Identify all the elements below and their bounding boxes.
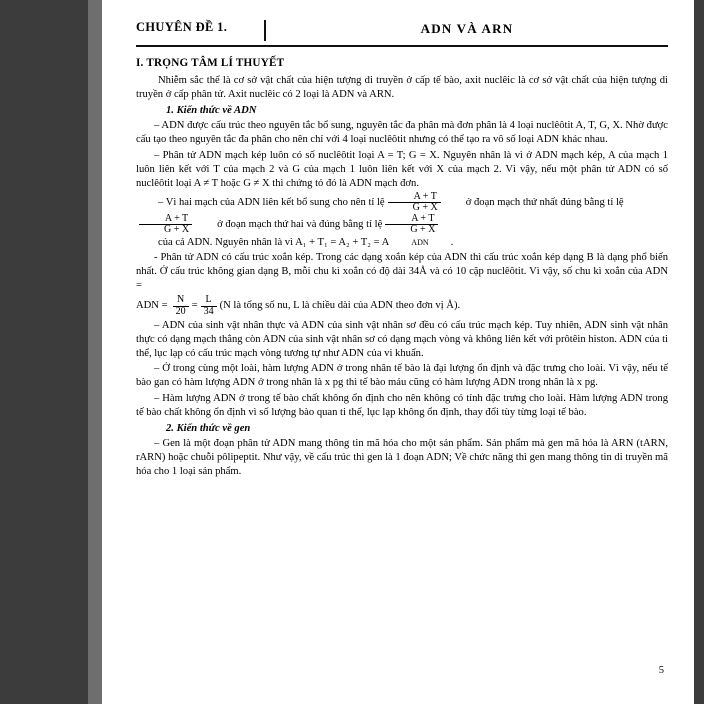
left-background bbox=[0, 0, 88, 704]
paragraph-3-part-a bbox=[136, 192, 668, 250]
ratio-fraction-3 bbox=[385, 214, 438, 236]
right-background bbox=[694, 0, 704, 704]
fraction-numerator: A + T bbox=[164, 212, 189, 224]
ratio-fraction-1 bbox=[388, 192, 441, 214]
subsection-2-heading: 2. Kiến thức về gen bbox=[166, 422, 251, 434]
formula-fraction-l-34 bbox=[201, 295, 217, 317]
formula-lead: ADN = bbox=[136, 300, 168, 312]
page-header bbox=[136, 20, 668, 41]
equals-sign: = bbox=[191, 300, 198, 312]
section-heading: I. TRỌNG TÂM LÍ THUYẾT bbox=[136, 57, 285, 70]
p3-subscript: ADN bbox=[411, 237, 429, 247]
header-left bbox=[136, 20, 266, 41]
header-divider bbox=[136, 45, 668, 47]
header-right bbox=[266, 20, 668, 41]
p3-text-d: của cả ADN. Nguyên nhân là vì A₁ + T₁ = A₂ + T₂ = A bbox=[158, 236, 390, 248]
paragraph-1: – ADN được cấu trúc theo nguyên tắc bổ sung, nguyên tắc đa phân mà đơn phân là 4 loại nuclêôtit A, T, G, X. Nhờ được cấu tạo theo nguyên tắc đa phân cho nên chỉ với 4 loại nuclêôtit nhưng có thể tạo ra vô số loại ADN khác nhau. bbox=[136, 120, 668, 146]
subsection-1-heading: 1. Kiến thức về ADN bbox=[166, 105, 257, 117]
fraction-numerator: N bbox=[176, 294, 185, 306]
p3-text-c: ở đoạn mạch thứ hai và đúng bằng tỉ lệ bbox=[217, 218, 383, 230]
paragraph-4: - Phân tử ADN có cấu trúc xoắn kép. Trong các dạng xoắn kép của ADN thì cấu trúc xoắn kép dạng B là dạng phổ biến nhất. Ở cấu trúc không gian dạng B, mỗi chu kì xoắn có độ dài 34Å và có 10 cặp nuclêôtit. Vì vậy, số chu kì xoắn của ADN = bbox=[136, 251, 668, 292]
fraction-numerator: L bbox=[205, 294, 212, 306]
formula-line bbox=[136, 295, 668, 317]
fraction-denominator: G + X bbox=[385, 224, 438, 236]
fraction-numerator: A + T bbox=[411, 212, 435, 224]
fraction-denominator: 20 bbox=[173, 306, 189, 318]
paragraph-5: – ADN của sinh vật nhân thực và ADN của sinh vật nhân sơ đều có cấu trúc mạch kép. Tuy nhiên, ADN sinh vật nhân thực có dạng mạch thẳng còn ADN của sinh vật nhân sơ có dạng mạch vòng và không liên kết với prôtêin histon. ADN của ti thể, lục lạp có cấu trúc mạch vòng tương tự như ADN của vi khuẩn. bbox=[136, 320, 668, 360]
page-content bbox=[102, 0, 694, 704]
paragraph-2: – Phân tử ADN mạch kép luôn có số nuclêôtit loại A = T; G = X. Nguyên nhân là vì ở ADN mạch kép, A của mạch 1 luôn liên kết với T của mạch 2 và G của mạch 1 luôn liên kết với X của mạch 2. Vì vậy, nếu một phân tử ADN có số nuclêôtit loại A ≠ T hoặc G ≠ X thì chứng tỏ đó là ADN mạch đơn. bbox=[136, 149, 668, 189]
p3-text-f: . bbox=[450, 236, 454, 248]
paragraph-intro: Nhiễm sắc thể là cơ sở vật chất của hiện tượng di truyền ở cấp tế bào, axit nuclêic là cơ sở vật chất của hiện tượng di truyền ở cấp phân tử. Axit nuclêic có 2 loại là ADN và ARN. bbox=[136, 75, 668, 101]
left-spine bbox=[88, 0, 102, 704]
fraction-numerator: A + T bbox=[413, 190, 437, 202]
ratio-fraction-2 bbox=[139, 214, 192, 236]
p3-text-a: – Vì hai mạch của ADN liên kết bổ sung cho nên tỉ lệ bbox=[158, 196, 385, 208]
paragraph-7: – Hàm lượng ADN ở trong tế bào chất không ổn định cho nên không có tính đặc trưng cho loài. Hàm lượng ADN trong tế bào chất không ổn định vì số lượng bào quan ti thể, lục lạp không ổn định, thay đổi tùy từng loại tế bào. bbox=[136, 392, 668, 418]
paragraph-8: – Gen là một đoạn phân tử ADN mang thông tin mã hóa cho một sản phẩm. Sản phẩm mà gen mã hóa là ARN (tARN, rARN) hoặc chuỗi pôlipeptit. Như vậy, về cấu trúc thì gen là 1 đoạn ADN; Về chức năng thì gen mang thông tin di truyền mã hóa cho 1 loại sản phẩm. bbox=[136, 437, 668, 477]
fraction-denominator: 34 bbox=[201, 306, 217, 318]
formula-tail: (N là tổng số nu, L là chiều dài của ADN theo đơn vị Å). bbox=[219, 300, 461, 312]
page-number: 5 bbox=[658, 665, 664, 677]
fraction-denominator: G + X bbox=[139, 224, 192, 236]
page-title: ADN VÀ ARN bbox=[420, 21, 514, 36]
paragraph-6: – Ở trong cùng một loài, hàm lượng ADN ở trong nhân tế bào là đại lượng ổn định và đặc trưng cho loài. Vì vậy, nếu tế bào gan có hàm lượng ADN ở trong nhân là x pg thì tế bào máu cũng có hàm lượng ADN trong nhân là x pg. bbox=[136, 363, 668, 389]
p3-text-b: ở đoạn mạch thứ nhất đúng bằng tỉ lệ bbox=[465, 196, 624, 208]
chapter-label: CHUYÊN ĐỀ 1. bbox=[136, 20, 228, 34]
formula-fraction-n-20 bbox=[173, 295, 189, 317]
fraction-denominator: G + X bbox=[388, 202, 441, 214]
